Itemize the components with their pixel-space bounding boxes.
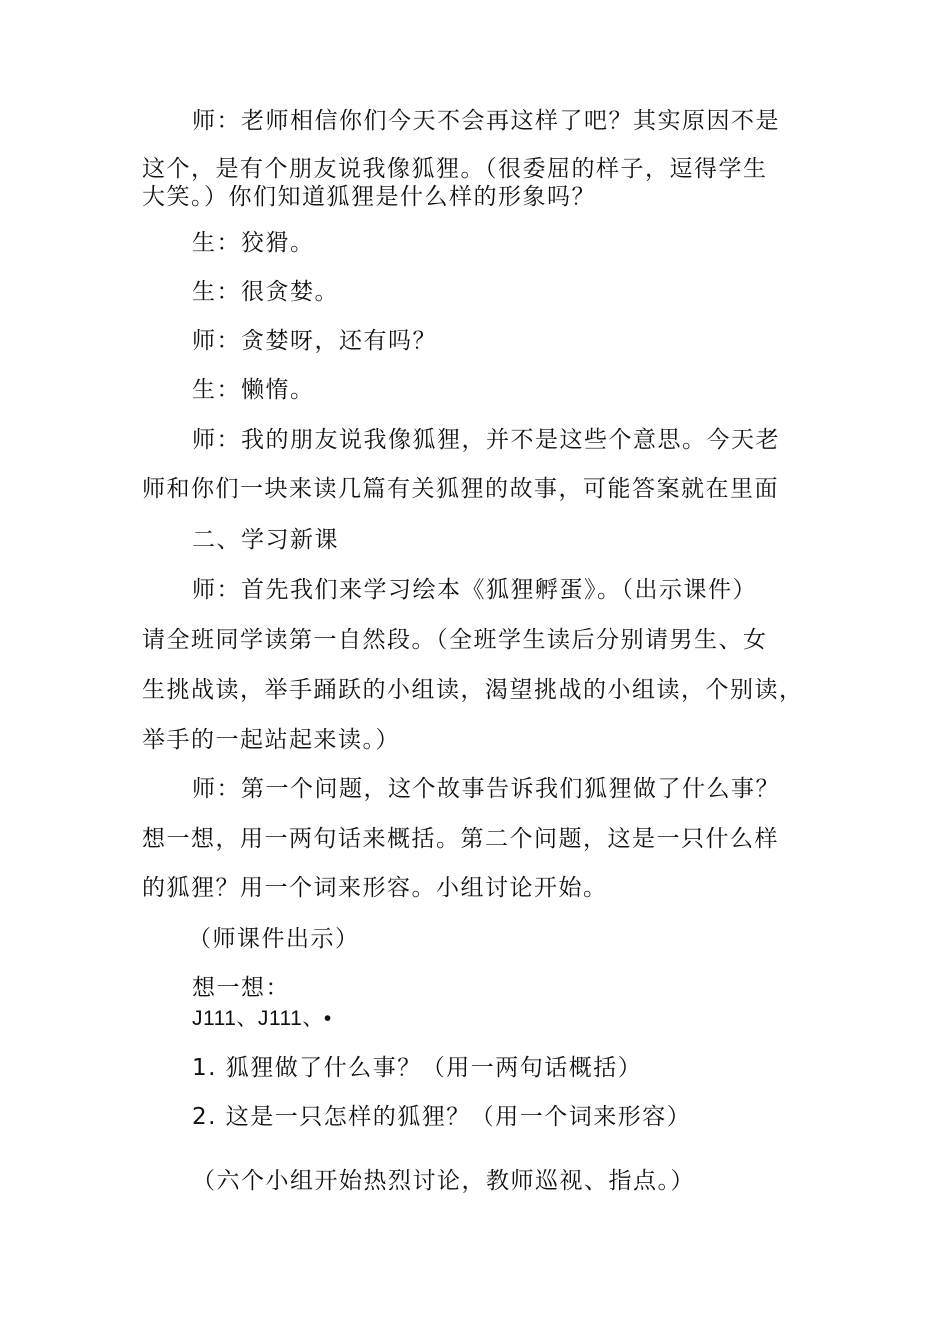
- paragraph-line: 这个，是有个朋友说我像狐狸。（很委屈的样子，逗得学生: [142, 156, 768, 182]
- dialogue-line: 师：贪婪呀，还有吗？: [192, 328, 437, 354]
- paragraph-line: 师：我的朋友说我像狐狸，并不是这些个意思。今天老: [192, 427, 780, 453]
- paragraph-line: 举手的一起站起来读。）: [142, 727, 400, 753]
- paragraph-line: 师和你们一块来读几篇有关狐狸的故事，可能答案就在里面: [142, 476, 779, 502]
- dialogue-line: 生：懒惰。: [192, 377, 315, 403]
- paragraph-line: 师：第一个问题，这个故事告诉我们狐狸做了什么事？: [192, 776, 780, 802]
- section-heading: 二、学习新课: [192, 527, 339, 553]
- paragraph-line: 的狐狸？用一个词来形容。小组讨论开始。: [142, 875, 608, 901]
- courseware-note: （师课件出示）: [188, 926, 360, 952]
- think-heading: 想一想：: [192, 975, 290, 1001]
- paragraph-line: 师：首先我们来学习绘本《狐狸孵蛋》。（出示课件）: [192, 577, 757, 603]
- paragraph-line: 请全班同学读第一自然段。（全班学生读后分别请男生、女: [142, 627, 768, 653]
- paragraph-line: 师：老师相信你们今天不会再这样了吧？其实原因不是: [192, 108, 780, 134]
- question-item: 1. 狐狸做了什么事？（用一两句话概括）: [192, 1055, 643, 1081]
- dialogue-line: 生：狡猾。: [192, 230, 315, 256]
- dialogue-line: 生：很贪婪。: [192, 279, 339, 305]
- paragraph-line: 大笑。）你们知道狐狸是什么样的形象吗？: [142, 184, 596, 210]
- question-item: 2. 这是一只怎样的狐狸？（用一个词来形容）: [192, 1104, 692, 1130]
- paragraph-line: 生挑战读，举手踊跃的小组读，渴望挑战的小组读，个别读，: [142, 677, 804, 703]
- paragraph-line: 想一想，用一两句话来概括。第二个问题，这是一只什么样: [142, 826, 779, 852]
- artifact-line: J111、J111、•: [192, 1007, 332, 1030]
- closing-note: （六个小组开始热烈讨论，教师巡视、指点。）: [192, 1168, 695, 1194]
